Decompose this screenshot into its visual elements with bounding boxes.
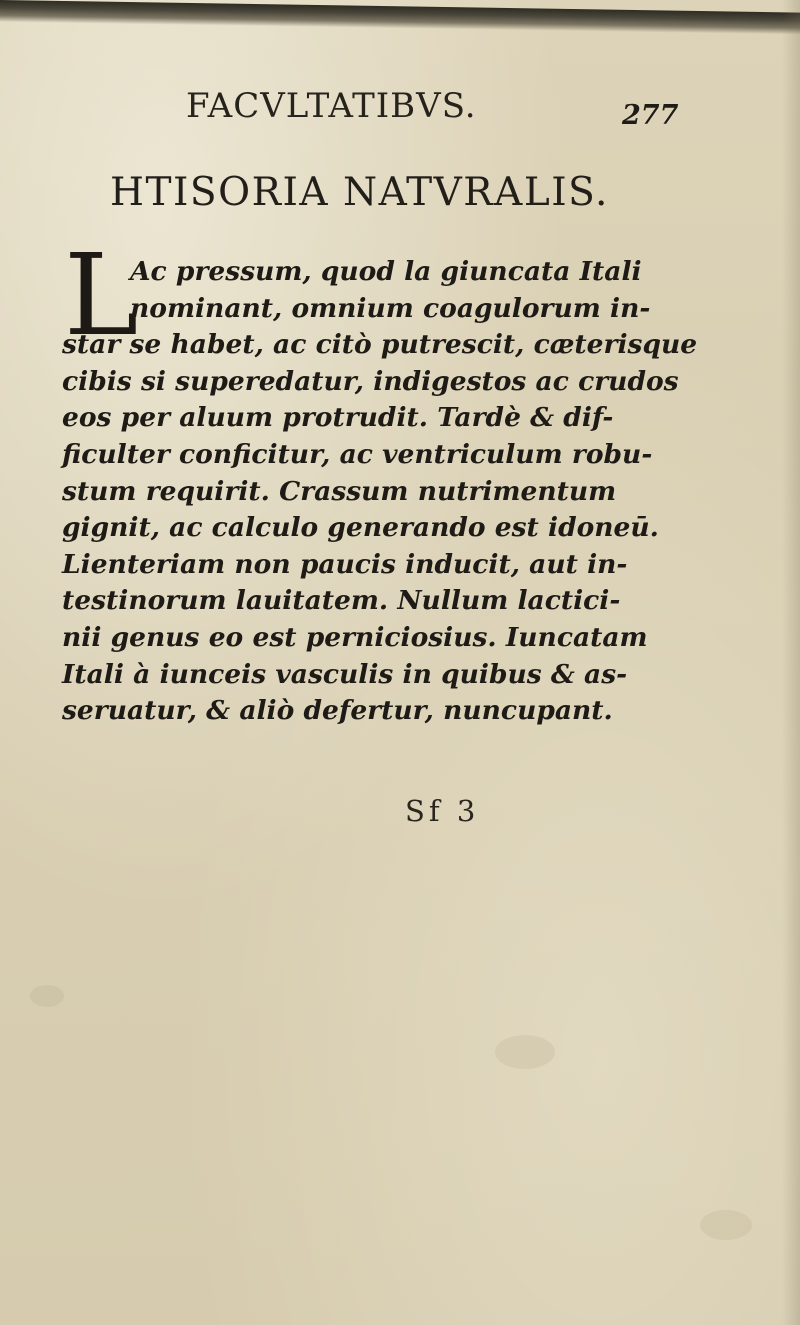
text-line: ficulter conficitur, ac ventriculum robu- — [62, 438, 653, 470]
body-text — [62, 254, 698, 730]
text-line: cibis si superedatur, indigestos ac crudos — [62, 365, 679, 397]
text-line: stum requirit. Crassum nutrimentum — [62, 475, 617, 507]
page-number: 277 — [622, 100, 679, 131]
text-line: nii genus eo est perniciosius. Iuncatam — [62, 621, 648, 653]
page-top-edge-shadow — [0, 0, 800, 35]
paper-stain — [30, 985, 64, 1007]
text-line: Lienteriam non paucis inducit, aut in- — [62, 548, 628, 580]
page-right-edge-shadow — [782, 0, 800, 1325]
text-line: Itali à iunceis vasculis in quibus & as- — [62, 658, 628, 690]
text-line: nominant, omnium coagulorum in- — [130, 292, 651, 324]
running-head: FACVLTATIBVS. — [186, 86, 477, 126]
text-line: star se habet, ac citò putrescit, cæterisque — [62, 329, 698, 361]
text-line: seruatur, & aliò defertur, nuncupant. — [62, 695, 613, 727]
drop-cap: L — [64, 231, 139, 361]
paper-stain — [700, 1210, 752, 1240]
text-line: eos per aluum protrudit. Tardè & dif- — [62, 402, 614, 434]
text-line: gignit, ac calculo generando est idoneū. — [62, 512, 659, 544]
section-heading: HTISORIA NATVRALIS. — [110, 170, 609, 215]
paper-stain — [495, 1035, 555, 1069]
signature-mark: Sf 3 — [405, 794, 480, 828]
text-line: testinorum lauitatem. Nullum lactici- — [62, 585, 621, 617]
text-line: Ac pressum, quod la giuncata Itali — [130, 256, 642, 287]
